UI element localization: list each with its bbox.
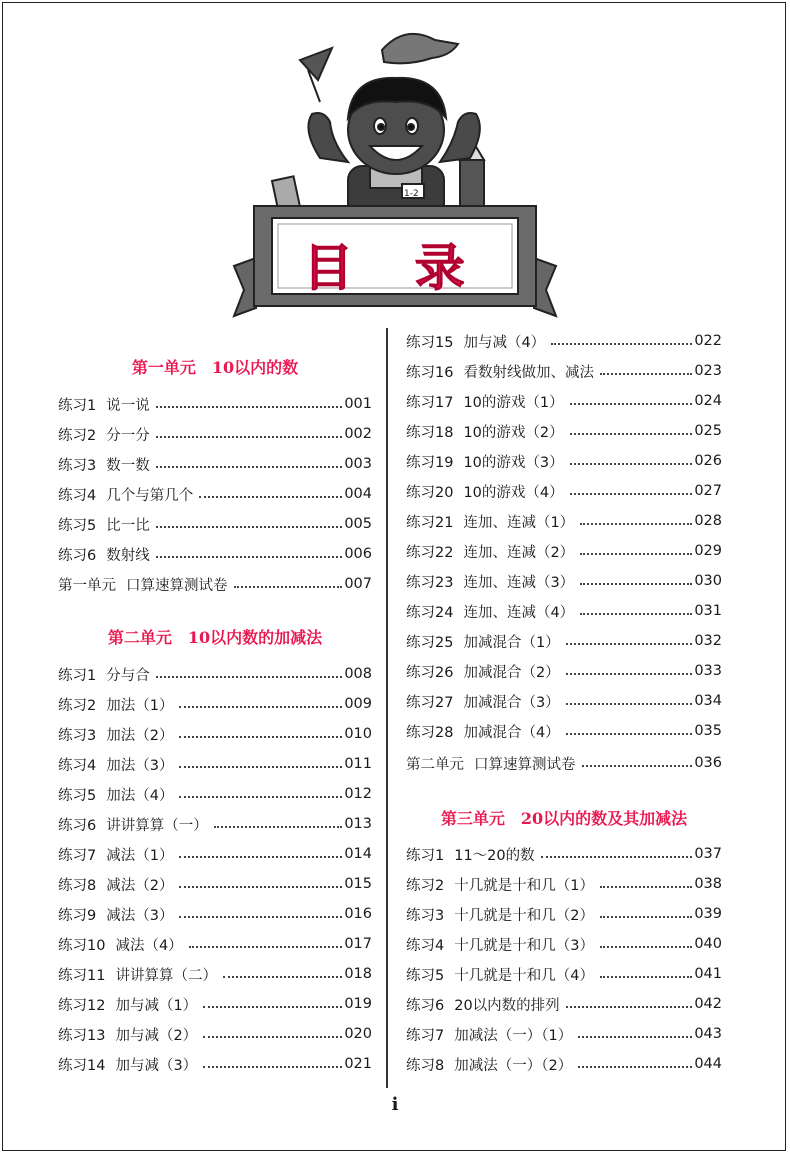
leader-dots xyxy=(566,1006,693,1008)
toc-entry[interactable] xyxy=(58,543,372,565)
leader-dots xyxy=(203,1066,342,1068)
entry-page-number: 040 xyxy=(694,936,722,952)
toc-entry[interactable] xyxy=(58,393,372,415)
leader-dots xyxy=(570,463,693,465)
entry-page-number: 030 xyxy=(694,573,722,589)
toc-entry[interactable] xyxy=(406,360,722,382)
entry-title: 减法（2） xyxy=(106,877,174,894)
badge-text: 1-2 xyxy=(404,189,419,199)
entry-page-number: 021 xyxy=(344,1056,372,1072)
leader-dots xyxy=(566,673,693,675)
entry-title: 加减法（一）（2） xyxy=(454,1057,573,1074)
entry-page-number: 009 xyxy=(344,696,372,712)
toc-entry[interactable] xyxy=(406,570,722,592)
entry-page-number: 018 xyxy=(344,966,372,982)
entry-title: 数射线 xyxy=(106,547,150,564)
entry-label: 练习7 xyxy=(58,847,97,864)
toc-entry[interactable] xyxy=(58,933,372,955)
entry-title: 数一数 xyxy=(106,457,150,474)
leader-dots xyxy=(578,1036,692,1038)
entry-title: 加减混合（2） xyxy=(463,664,560,681)
leader-dots xyxy=(566,703,693,705)
leader-dots xyxy=(580,613,692,615)
toc-entry[interactable] xyxy=(406,1053,722,1075)
toc-entry[interactable] xyxy=(406,752,722,774)
entry-label: 练习6 xyxy=(406,997,445,1014)
entry-label: 练习12 xyxy=(58,997,106,1014)
entry-page-number: 002 xyxy=(344,426,372,442)
leader-dots xyxy=(179,856,342,858)
page-title: 目 录 xyxy=(303,239,487,297)
entry-page-number: 038 xyxy=(694,876,722,892)
entry-title: 10的游戏（3） xyxy=(463,454,564,471)
leader-dots xyxy=(578,1066,692,1068)
entry-title: 减法（4） xyxy=(115,937,183,954)
entry-page-number: 007 xyxy=(344,576,372,592)
entry-label: 练习25 xyxy=(406,634,454,651)
entry-page-number: 041 xyxy=(694,966,722,982)
toc-entry[interactable] xyxy=(58,993,372,1015)
entry-label: 练习4 xyxy=(58,487,97,504)
entry-page-number: 013 xyxy=(344,816,372,832)
entry-label: 练习3 xyxy=(58,457,97,474)
entry-label: 练习9 xyxy=(58,907,97,924)
entry-title: 加与减（1） xyxy=(115,997,198,1014)
section-title: 第二单元 10以内数的加减法 xyxy=(107,628,323,647)
leader-dots xyxy=(179,766,342,768)
entry-label: 练习20 xyxy=(406,484,454,501)
entry-label: 练习1 xyxy=(406,847,445,864)
leader-dots xyxy=(203,1006,342,1008)
toc-entry[interactable] xyxy=(406,933,722,955)
leader-dots xyxy=(156,406,343,408)
entry-page-number: 027 xyxy=(694,483,722,499)
section-title: 第一单元 10以内的数 xyxy=(131,358,299,377)
entry-page-number: 024 xyxy=(694,393,722,409)
entry-title: 加减法（一）（1） xyxy=(454,1027,573,1044)
toc-entry[interactable] xyxy=(406,843,722,865)
entry-label: 练习5 xyxy=(58,787,97,804)
entry-title: 加法（2） xyxy=(106,727,174,744)
entry-page-number: 031 xyxy=(694,603,722,619)
toc-entry[interactable] xyxy=(406,903,722,925)
entry-label: 练习21 xyxy=(406,514,454,531)
leader-dots xyxy=(179,736,342,738)
entry-title: 减法（3） xyxy=(106,907,174,924)
leader-dots xyxy=(179,796,342,798)
entry-page-number: 020 xyxy=(344,1026,372,1042)
entry-title: 加法（1） xyxy=(106,697,174,714)
entry-page-number: 042 xyxy=(694,996,722,1012)
entry-page-number: 005 xyxy=(344,516,372,532)
entry-page-number: 036 xyxy=(694,755,722,771)
entry-page-number: 044 xyxy=(694,1056,722,1072)
toc-entry[interactable] xyxy=(406,450,722,472)
entry-page-number: 039 xyxy=(694,906,722,922)
entry-label: 练习1 xyxy=(58,397,97,414)
entry-label: 练习7 xyxy=(406,1027,445,1044)
entry-page-number: 001 xyxy=(344,396,372,412)
leader-dots xyxy=(203,1036,342,1038)
entry-page-number: 022 xyxy=(694,333,722,349)
entry-label: 练习3 xyxy=(406,907,445,924)
entry-label: 练习15 xyxy=(406,334,454,351)
entry-page-number: 019 xyxy=(344,996,372,1012)
toc-entry[interactable] xyxy=(58,513,372,535)
toc-entry[interactable] xyxy=(58,1053,372,1075)
leader-dots xyxy=(551,343,692,345)
toc-entry[interactable] xyxy=(58,903,372,925)
entry-title: 加与减（4） xyxy=(463,334,546,351)
entry-title: 10的游戏（1） xyxy=(463,394,564,411)
leader-dots xyxy=(600,946,692,948)
entry-page-number: 028 xyxy=(694,513,722,529)
entry-title: 加减混合（1） xyxy=(463,634,560,651)
toc-entry[interactable] xyxy=(58,1023,372,1045)
entry-page-number: 023 xyxy=(694,363,722,379)
entry-label: 练习24 xyxy=(406,604,454,621)
column-divider xyxy=(386,328,388,1088)
flag-icon xyxy=(300,48,332,102)
entry-page-number: 015 xyxy=(344,876,372,892)
entry-title: 十几就是十和几（3） xyxy=(454,937,594,954)
leader-dots xyxy=(189,946,343,948)
entry-label: 练习16 xyxy=(406,364,454,381)
toc-entry[interactable] xyxy=(58,753,372,775)
entry-page-number: 006 xyxy=(344,546,372,562)
leader-dots xyxy=(600,976,692,978)
entry-label: 练习3 xyxy=(58,727,97,744)
leader-dots xyxy=(541,856,693,858)
entry-label: 练习13 xyxy=(58,1027,106,1044)
leader-dots xyxy=(223,976,342,978)
entry-label: 练习5 xyxy=(406,967,445,984)
entry-title: 看数射线做加、减法 xyxy=(463,364,594,381)
entry-label: 练习2 xyxy=(58,697,97,714)
entry-label: 练习8 xyxy=(58,877,97,894)
entry-label: 练习8 xyxy=(406,1057,445,1074)
toc-entry[interactable] xyxy=(58,873,372,895)
entry-label: 练习11 xyxy=(58,967,106,984)
leader-dots xyxy=(580,523,692,525)
leader-dots xyxy=(179,706,342,708)
leader-dots xyxy=(156,556,343,558)
entry-label: 练习19 xyxy=(406,454,454,471)
entry-label: 第二单元 xyxy=(406,756,464,773)
toc-entry[interactable] xyxy=(58,573,372,595)
leader-dots xyxy=(600,373,692,375)
entry-title: 说一说 xyxy=(106,397,150,414)
entry-title: 口算速算测试卷 xyxy=(126,577,228,594)
entry-label: 练习28 xyxy=(406,724,454,741)
leader-dots xyxy=(570,433,693,435)
leader-dots xyxy=(600,886,692,888)
entry-label: 练习18 xyxy=(406,424,454,441)
leader-dots xyxy=(570,493,693,495)
entry-page-number: 037 xyxy=(694,846,722,862)
toc-entry[interactable] xyxy=(406,690,722,712)
toc-entry[interactable] xyxy=(58,813,372,835)
leader-dots xyxy=(234,586,343,588)
entry-label: 练习27 xyxy=(406,694,454,711)
toc-entry[interactable] xyxy=(58,723,372,745)
toc-entry[interactable] xyxy=(58,483,372,505)
entry-title: 连加、连减（4） xyxy=(463,604,575,621)
entry-title: 加与减（3） xyxy=(115,1057,198,1074)
leader-dots xyxy=(156,466,343,468)
leader-dots xyxy=(179,916,342,918)
entry-title: 十几就是十和几（4） xyxy=(454,967,594,984)
toc-entry[interactable] xyxy=(58,693,372,715)
entry-page-number: 003 xyxy=(344,456,372,472)
toc-entry[interactable] xyxy=(406,480,722,502)
toc-entry[interactable] xyxy=(406,873,722,895)
entry-label: 练习22 xyxy=(406,544,454,561)
leader-dots xyxy=(156,436,343,438)
entry-label: 练习5 xyxy=(58,517,97,534)
toc-entry[interactable] xyxy=(58,843,372,865)
toc-entry[interactable] xyxy=(406,600,722,622)
entry-title: 减法（1） xyxy=(106,847,174,864)
header-illustration xyxy=(220,18,570,318)
entry-title: 连加、连减（1） xyxy=(463,514,575,531)
leader-dots xyxy=(570,403,693,405)
toc-entry[interactable] xyxy=(406,510,722,532)
toc-entry[interactable] xyxy=(406,540,722,562)
entry-page-number: 004 xyxy=(344,486,372,502)
entry-page-number: 012 xyxy=(344,786,372,802)
entry-page-number: 034 xyxy=(694,693,722,709)
entry-page-number: 032 xyxy=(694,633,722,649)
section-title: 第三单元 20以内的数及其加减法 xyxy=(440,809,688,828)
toc-entry[interactable] xyxy=(58,663,372,685)
leader-dots xyxy=(566,643,693,645)
toc-entry[interactable] xyxy=(58,423,372,445)
entry-page-number: 025 xyxy=(694,423,722,439)
leader-dots xyxy=(600,916,692,918)
entry-title: 加法（3） xyxy=(106,757,174,774)
entry-label: 练习4 xyxy=(406,937,445,954)
entry-label: 练习6 xyxy=(58,547,97,564)
entry-label: 练习2 xyxy=(406,877,445,894)
entry-title: 十几就是十和几（2） xyxy=(454,907,594,924)
entry-title: 比一比 xyxy=(106,517,150,534)
toc-entry[interactable] xyxy=(406,630,722,652)
toc-entry[interactable] xyxy=(58,453,372,475)
entry-title: 几个与第几个 xyxy=(106,487,194,504)
entry-page-number: 016 xyxy=(344,906,372,922)
entry-title: 11～20的数 xyxy=(454,847,535,864)
toc-entry[interactable] xyxy=(406,720,722,742)
toc-entry[interactable] xyxy=(406,330,722,352)
entry-page-number: 029 xyxy=(694,543,722,559)
entry-title: 十几就是十和几（1） xyxy=(454,877,594,894)
leader-dots xyxy=(156,526,343,528)
entry-page-number: 033 xyxy=(694,663,722,679)
entry-page-number: 011 xyxy=(344,756,372,772)
leader-dots xyxy=(566,733,693,735)
entry-page-number: 014 xyxy=(344,846,372,862)
toc-entry[interactable] xyxy=(406,660,722,682)
entry-label: 练习10 xyxy=(58,937,106,954)
leader-dots xyxy=(179,886,342,888)
toc-entry[interactable] xyxy=(58,963,372,985)
entry-page-number: 043 xyxy=(694,1026,722,1042)
entry-label: 练习17 xyxy=(406,394,454,411)
entry-page-number: 017 xyxy=(344,936,372,952)
leader-dots xyxy=(582,765,693,767)
entry-title: 分与合 xyxy=(106,667,150,684)
toc-entry[interactable] xyxy=(406,993,722,1015)
entry-label: 练习23 xyxy=(406,574,454,591)
cap-icon xyxy=(382,34,458,63)
toc-entry[interactable] xyxy=(406,420,722,442)
entry-title: 分一分 xyxy=(106,427,150,444)
entry-label: 第一单元 xyxy=(58,577,116,594)
entry-title: 20以内数的排列 xyxy=(454,997,560,1014)
toc-entry[interactable] xyxy=(406,963,722,985)
leader-dots xyxy=(214,826,343,828)
entry-label: 练习26 xyxy=(406,664,454,681)
entry-title: 连加、连减（2） xyxy=(463,544,575,561)
entry-title: 加减混合（3） xyxy=(463,694,560,711)
entry-label: 练习2 xyxy=(58,427,97,444)
entry-title: 加与减（2） xyxy=(115,1027,198,1044)
entry-label: 练习4 xyxy=(58,757,97,774)
entry-page-number: 035 xyxy=(694,723,722,739)
entry-title: 讲讲算算（一） xyxy=(106,817,208,834)
entry-title: 口算速算测试卷 xyxy=(474,756,576,773)
toc-entry[interactable] xyxy=(406,390,722,412)
entry-label: 练习14 xyxy=(58,1057,106,1074)
leader-dots xyxy=(156,676,343,678)
leader-dots xyxy=(580,553,692,555)
entry-page-number: 026 xyxy=(694,453,722,469)
entry-label: 练习6 xyxy=(58,817,97,834)
entry-label: 练习1 xyxy=(58,667,97,684)
leader-dots xyxy=(580,583,692,585)
entry-title: 讲讲算算（二） xyxy=(115,967,217,984)
toc-entry[interactable] xyxy=(58,783,372,805)
entry-page-number: 008 xyxy=(344,666,372,682)
entry-title: 10的游戏（4） xyxy=(463,484,564,501)
page-number: i xyxy=(391,1094,399,1115)
leader-dots xyxy=(199,496,342,498)
toc-entry[interactable] xyxy=(406,1023,722,1045)
entry-page-number: 010 xyxy=(344,726,372,742)
entry-title: 10的游戏（2） xyxy=(463,424,564,441)
entry-title: 连加、连减（3） xyxy=(463,574,575,591)
entry-title: 加法（4） xyxy=(106,787,174,804)
entry-title: 加减混合（4） xyxy=(463,724,560,741)
